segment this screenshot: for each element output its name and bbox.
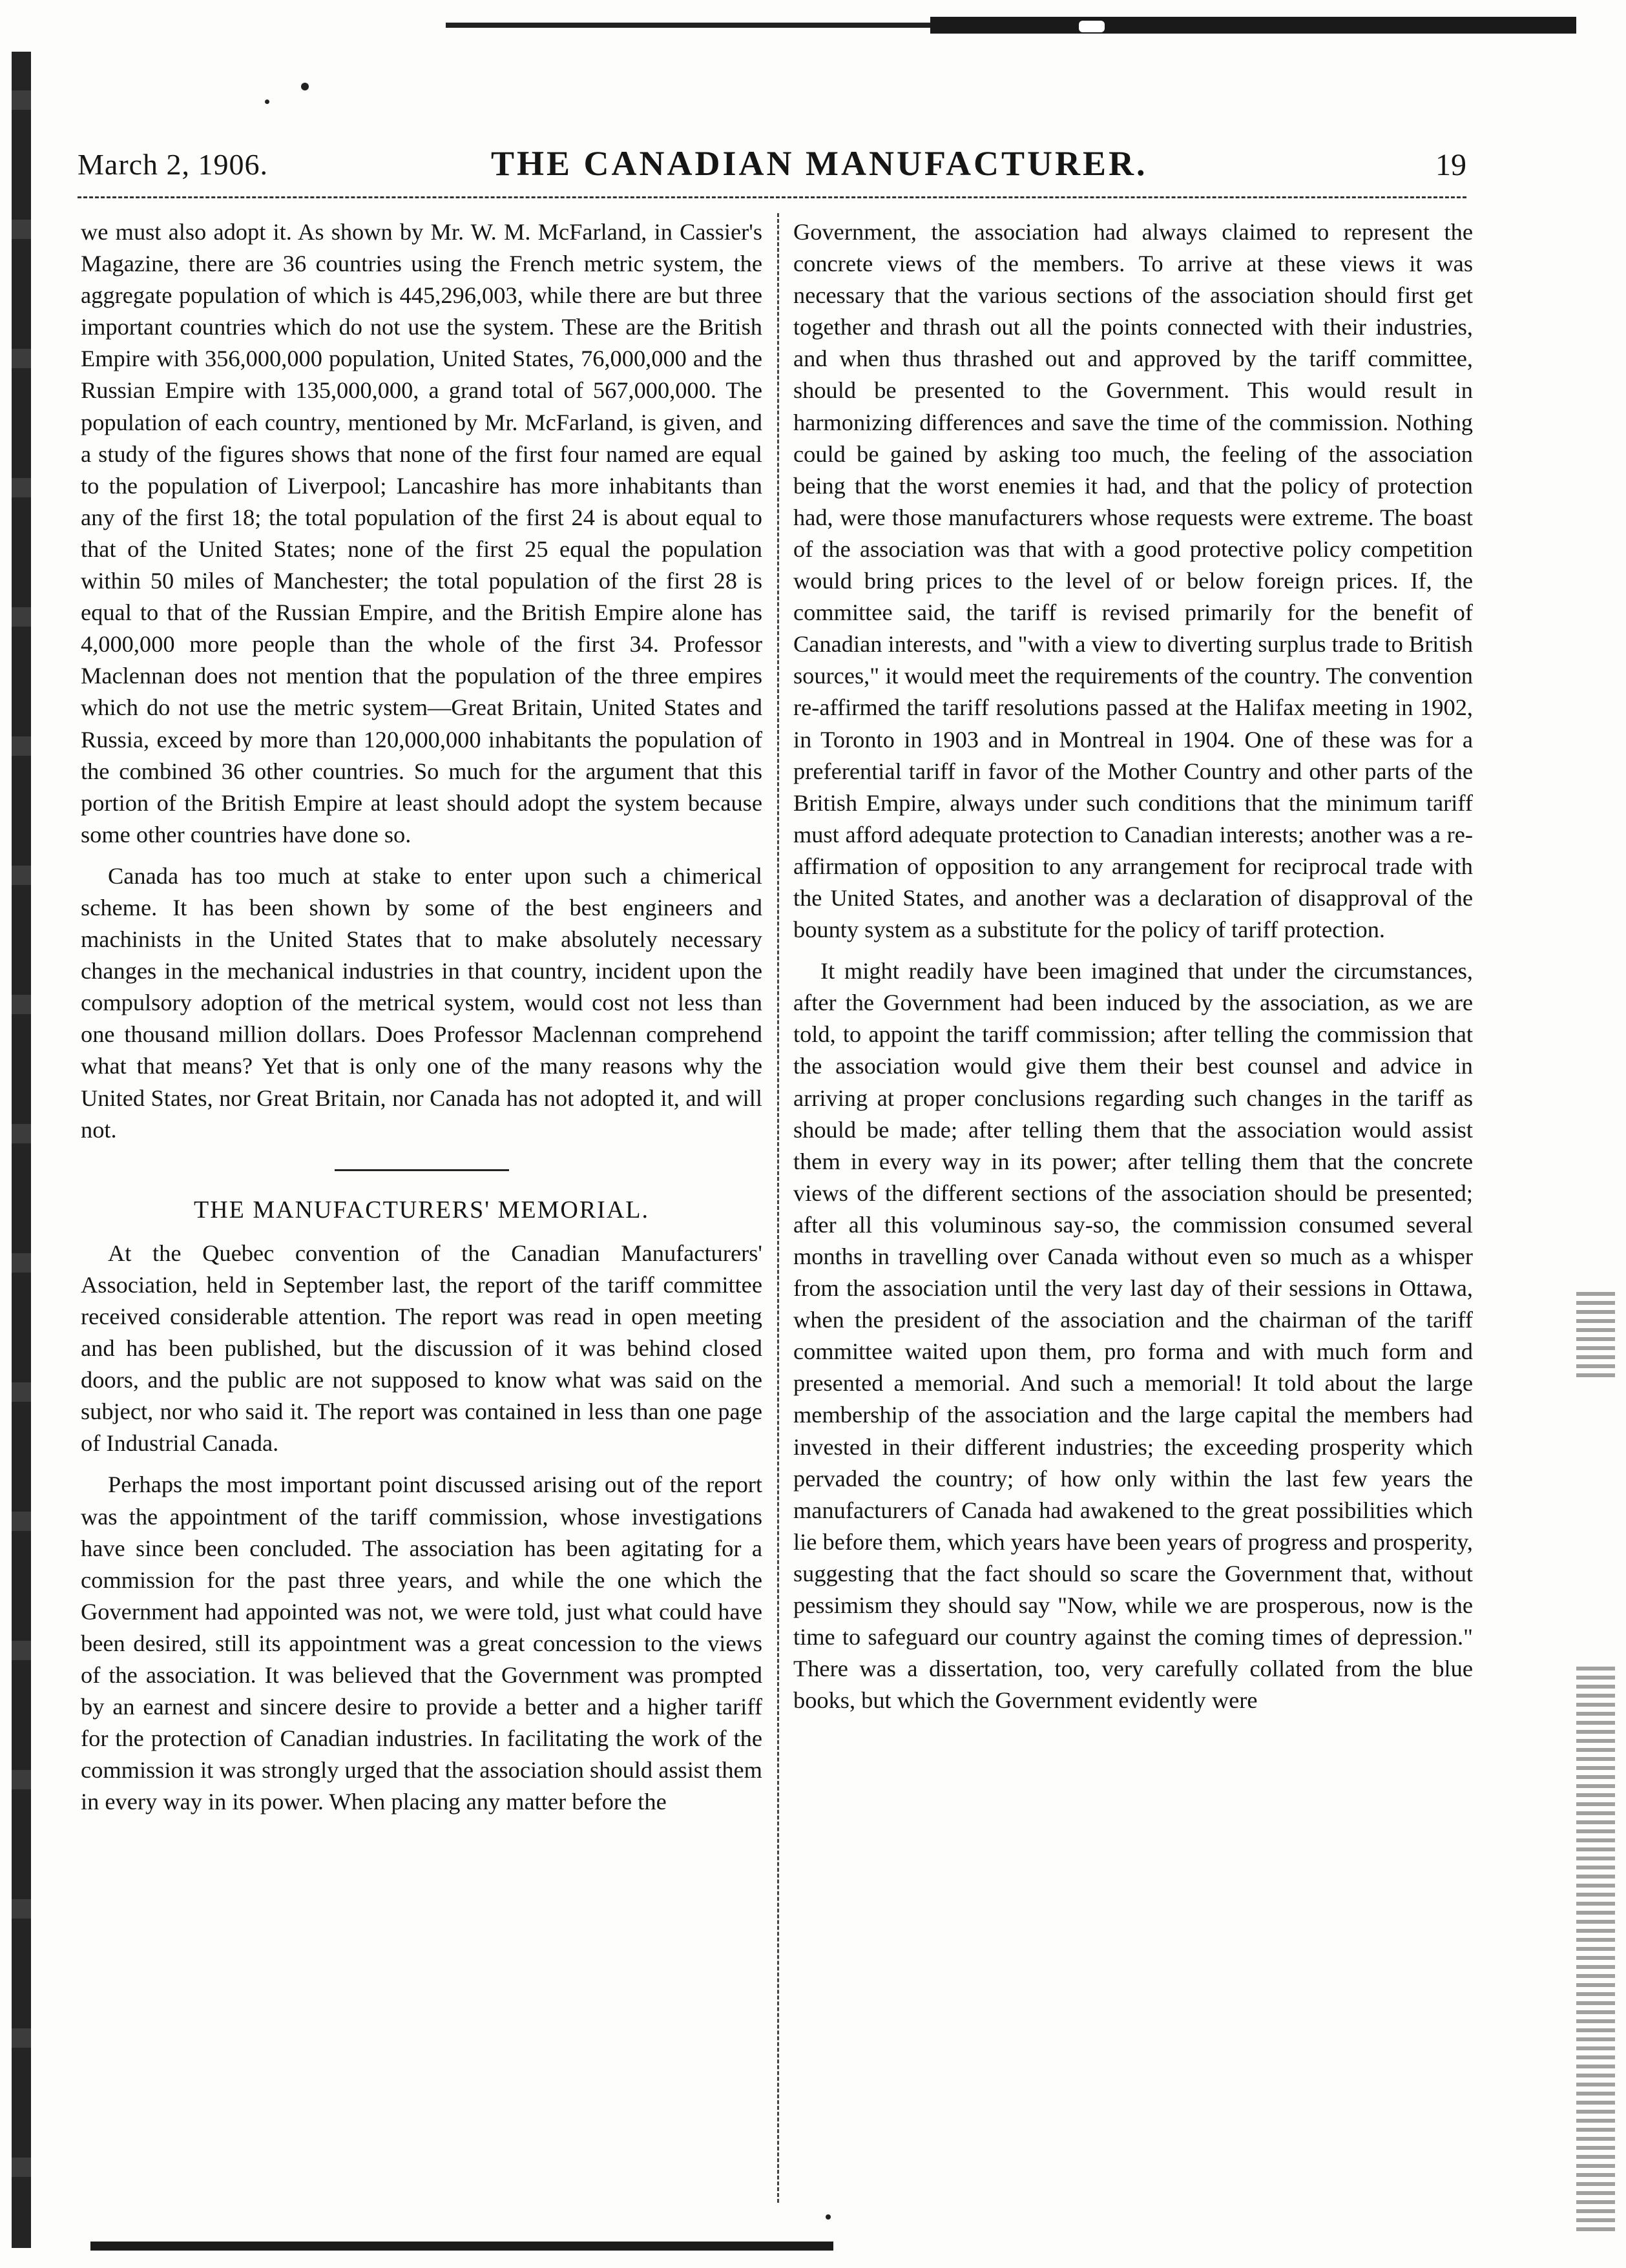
left-scan-edge: [12, 52, 31, 2248]
paragraph: It might readily have been imagined that under the circumstances, after the Government had been induced by the association, as we are told, to appoint the tariff commission; after telling the commission that the association would give them their best counsel and advice in arriving at proper conclusions regarding such changes in the tariff as should be made; after telling them that the association would assist them in every way in its power; after telling them that the concrete views of the different sections of the association should be presented; after all this voluminous say-so, the commission consumed several months in travelling over Canada without even so much as a whisper from the association until the very last day of their sessions in Ottawa, when the president of the association and the chairman of the tariff committee waited upon them, pro forma and with much form and presented a memorial. And such a memorial! It told about the large membership of the association and the large capital the members had invested in their different industries; the exceeding prosperity which pervaded the country; of how only within the last few years the manufacturers of Canada had awakened to the great possibilities which lie before them, which years have been years of progress and prosperity, suggesting that the fact should so scare the Government that, without pessimism they should say "Now, while we are prosperous, now is the time to safeguard our country against the coming times of depression." There was a dissertation, too, very carefully collated from the blue books, but which the Government evidently were: [793, 958, 1473, 1714]
paragraph: Government, the association had always claimed to represent the concrete views of the members. To arrive at these views it was necessary that the various sections of the association should first get together and thrash out all the points connected with their industries, and when thus thrashed out and approved by the tariff committee, should be presented to the Government. This would result in harmonizing differences and save the time of the commission. Nothing could be gained by asking too much, the feeling of the association being that the worst enemies it had, and that the policy of protection had, were those manufacturers whose requests were extreme. The boast of the association was that with a good protective policy competition would bring prices to the level of or below foreign prices. If, the committee said, the tariff is revised primarily for the benefit of Canadian interests, and "with a view to diverting surplus trade to British sources," it would meet the requirements of the country. The convention re-affirmed the tariff resolutions passed at the Halifax meeting in 1902, in Toronto in 1903 and in Montreal in 1904. One of these was for a preferential tariff in favor of the Mother Country and other parts of the British Empire, always under such conditions that the minimum tariff must afford adequate protection to Canadian interests; another was a re-affirmation of opposition to any arrangement for reciprocal trade with the United States, and another was a declaration of disapproval of the bounty system as a substitute for the policy of tariff protection.: [793, 219, 1473, 943]
left-column: [81, 216, 762, 2222]
issue-date: March 2, 1906.: [78, 148, 269, 181]
section-heading: THE MANUFACTURERS' MEMORIAL.: [193, 1196, 649, 1223]
paragraph: At the Quebec convention of the Canadian Manufacturers' Association, held in September last, the report of the tariff committee received considerable attention. The report was read in open meeting and has been published, but the discussion of it was behind closed doors, and the public are not supposed to know what was said on the subject, nor who said it. The report was contained in less than one page of Industrial Canada.: [81, 1240, 762, 1457]
bottom-printed-rule: [90, 2242, 833, 2251]
paragraph: we must also adopt it. As shown by Mr. W. M. McFarland, in Cassier's Magazine, there are 36 countries using the French metric system, the aggregate population of which is 445,296,003, while there are but three important countries which do not use the system. These are the British Empire with 356,000,000 population, United States, 76,000,000 and the Russian Empire with 135,000,000, a grand total of 567,000,000. The population of each country, mentioned by Mr. McFarland, is given, and a study of the figures shows that none of the first four named are equal to the population of Liverpool; Lancashire has more inhabitants than any of the first 18; the total population of the first 24 is about equal to that of the United States; none of the first 25 equal the population within 50 miles of Manchester; the total population of the first 28 is equal to that of the Russian Empire, and the British Empire alone has 4,000,000 more people than the whole of the first 34. Professor Maclennan does not mention that the population of the three empires which do not use the metric system—Great Britain, United States and Russia, exceed by more than 120,000,000 inhabitants the population of the combined 36 other countries. So much for the argument that this portion of the British Empire at least should adopt the system because some other countries have done so.: [81, 219, 762, 848]
top-printed-rule: [446, 16, 1576, 35]
paragraph: Perhaps the most important point discussed arising out of the report was the appointment of the tariff commission, whose investigations have since been concluded. The association has been agitating for a commission for the past three years, and while the one which the Government had appointed was not, we were told, just what could have been desired, still its appointment was a great concession to the views of the association. It was believed that the Government was prompted by an earnest and sincere desire to provide a better and a higher tariff for the protection of Canadian industries. In facilitating the work of the commission it was strongly urged that the association should assist them in every way in its power. When placing any matter before the: [81, 1472, 762, 1815]
ink-dot-top: [301, 83, 309, 90]
ink-dot-small: [265, 99, 269, 104]
page-number: 19: [1435, 148, 1466, 182]
column-divider: [777, 213, 779, 2203]
rule-notch: [1079, 21, 1105, 32]
publication-title: THE CANADIAN MANUFACTURER.: [491, 144, 1148, 183]
page-header: [78, 143, 1466, 189]
right-scan-speckle-lower: [1576, 1667, 1615, 2235]
section-divider: [335, 1169, 509, 1171]
right-column: [793, 216, 1473, 2222]
right-scan-speckle-upper: [1576, 1292, 1615, 1382]
paragraph: Canada has too much at stake to enter upon such a chimerical scheme. It has been shown by some of the best engineers and machinists in the United States that to make absolutely necessary changes in the mechanical industries in that country, incident upon the compulsory adoption of the metrical system, would cost not less than one thousand million dollars. Does Professor Maclennan comprehend what that means? Yet that is only one of the many reasons why the United States, nor Great Britain, nor Canada has not adopted it, and will not.: [81, 862, 762, 1143]
header-rule: [78, 196, 1466, 198]
